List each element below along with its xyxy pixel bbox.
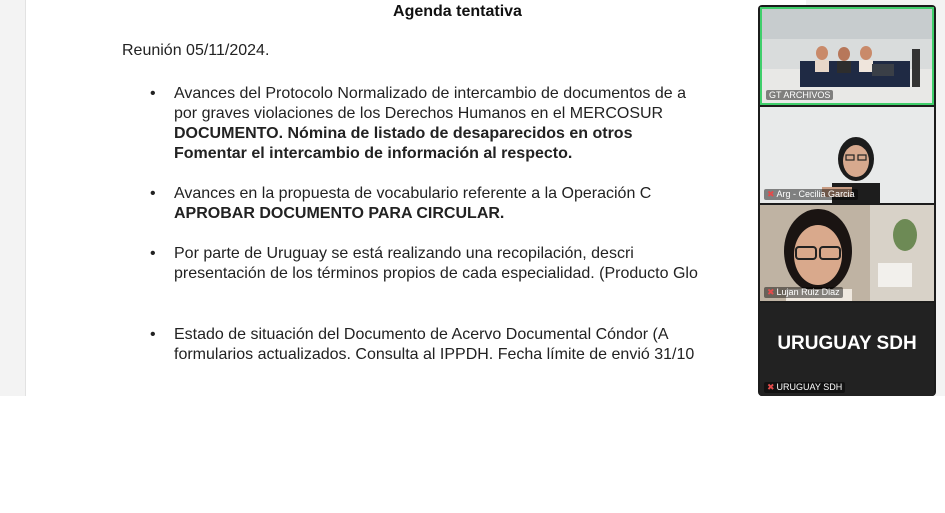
participant-name: Arg - Cecilia Garcia	[776, 189, 855, 199]
participant-name: Lujan Ruiz Diaz	[776, 287, 840, 297]
muted-mic-icon: ✖	[767, 382, 775, 392]
meeting-date: Reunión 05/11/2024.	[122, 42, 270, 59]
participant-name-label: GT ARCHIVOS	[766, 90, 833, 100]
agenda-item	[150, 184, 794, 224]
participant-display-name: URUGUAY SDH	[777, 333, 917, 354]
agenda-line: Estado de situación del Documento de Acervo Documental Cóndor (A	[174, 326, 669, 343]
agenda-line: por graves violaciones de los Derechos Humanos en el MERCOSUR	[174, 105, 664, 122]
participant-tile-uruguay-sdh[interactable]	[760, 303, 934, 396]
participant-name-label	[764, 189, 858, 200]
participant-tile-gt-archivos[interactable]	[760, 7, 934, 105]
bullet: •	[150, 245, 156, 262]
document-title: Agenda tentativa	[393, 3, 522, 20]
agenda-item	[150, 84, 794, 164]
agenda-line: Por parte de Uruguay se está realizando una recopilación, descri	[174, 245, 634, 262]
participant-name-label	[764, 382, 845, 393]
agenda-item	[150, 244, 794, 284]
participant-name: URUGUAY SDH	[776, 382, 843, 392]
agenda-line-bold: Fomentar el intercambio de información al respecto.	[174, 145, 573, 162]
agenda-line-bold: DOCUMENTO. Nómina de listado de desaparecidos en otros	[174, 125, 633, 142]
participant-video-panel	[758, 5, 936, 396]
bullet: •	[150, 185, 156, 202]
bullet: •	[150, 85, 156, 102]
agenda-line: presentación de los términos propios de cada especialidad. (Producto Glo	[174, 265, 698, 282]
agenda-line-bold: APROBAR DOCUMENTO PARA CIRCULAR.	[174, 205, 505, 222]
agenda-item	[150, 325, 794, 365]
participant-name-label	[764, 287, 843, 298]
agenda-line: Avances en la propuesta de vocabulario referente a la Operación C	[174, 185, 652, 202]
participant-tile-cecilia-garcia[interactable]	[760, 107, 934, 203]
muted-mic-icon: ✖	[767, 189, 775, 199]
agenda-line: formularios actualizados. Consulta al IPPDH. Fecha límite de envió 31/10	[174, 346, 695, 363]
participant-tile-lujan-ruiz-diaz[interactable]	[760, 205, 934, 301]
agenda-line: Avances del Protocolo Normalizado de intercambio de documentos de a	[174, 85, 686, 102]
bullet: •	[150, 326, 156, 343]
muted-mic-icon: ✖	[767, 287, 775, 297]
